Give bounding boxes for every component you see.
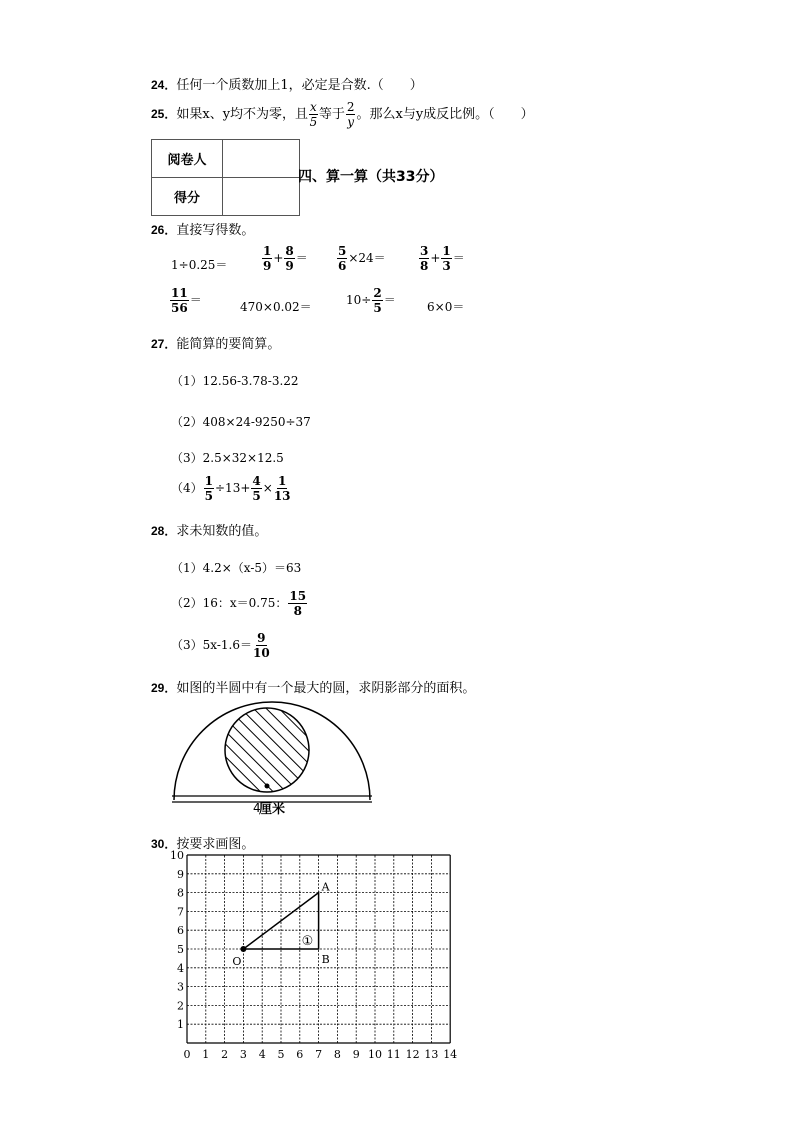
question-29 [151, 677, 475, 696]
subproblem: （3）5x-1.6＝ $\frac{9}{10}$ [171, 631, 270, 660]
y-tick-label: 9 [177, 867, 184, 881]
measure-number: 4 [253, 801, 261, 815]
question-25 [151, 101, 534, 128]
question-26 [151, 219, 254, 238]
calc-item: $\frac{1}{9}$ + $\frac{8}{9}$ ＝ [263, 244, 308, 273]
x-tick-label: 9 [352, 1048, 360, 1061]
question-text: 任何一个质数加上1，必定是合数.（ ） [176, 78, 423, 93]
score-cell[interactable] [223, 178, 300, 216]
y-tick-label: 7 [177, 905, 184, 919]
question-number: 26． [151, 223, 177, 237]
center-dot [265, 784, 270, 789]
question-30 [151, 833, 254, 852]
question-text: 能简算的要简算。 [176, 337, 281, 352]
x-tick-label: 5 [277, 1048, 285, 1061]
label-b: B [321, 953, 330, 966]
fraction: $\frac{x}{5}$ [309, 100, 318, 129]
section-heading: 四、算一算（共33分） [298, 169, 444, 185]
question-27 [151, 333, 280, 352]
question-text: 按要求画图。 [176, 837, 255, 852]
x-tick-label: 14 [443, 1048, 458, 1061]
calc-item: $\frac{11}{56}$ ＝ [171, 286, 202, 315]
x-tick-label: 1 [202, 1048, 210, 1061]
x-tick-label: 7 [315, 1048, 323, 1061]
label-a: A [321, 880, 330, 894]
question-number: 30． [151, 837, 177, 851]
x-tick-label: 0 [183, 1048, 191, 1061]
grader-cell[interactable] [223, 140, 300, 178]
y-tick-label: 10 [170, 849, 184, 862]
label-o: O [232, 955, 242, 968]
x-tick-label: 6 [296, 1048, 304, 1061]
coordinate-grid [165, 849, 475, 1066]
calc-item: $\frac{3}{8}$ + $\frac{1}{3}$ ＝ [420, 244, 465, 273]
calc-item: $\frac{5}{6}$ ×24＝ [338, 244, 386, 273]
subproblem: （3）2.5×32×12.5 [171, 451, 284, 465]
x-tick-label: 3 [239, 1048, 247, 1061]
subproblem: （2）16：x＝0.75： $\frac{15}{8}$ [171, 589, 307, 618]
x-tick-label: 2 [221, 1048, 229, 1061]
calc-item: 470×0.02＝ [240, 300, 312, 314]
question-number: 25． [151, 107, 177, 121]
grader-label: 阅卷人 [152, 140, 223, 178]
score-table [151, 139, 300, 216]
y-tick-label: 5 [177, 943, 184, 956]
semicircle-figure [168, 700, 378, 822]
question-number: 24． [151, 78, 177, 92]
y-tick-label: 4 [177, 961, 184, 975]
question-number: 28． [151, 524, 177, 538]
shaded-circle [225, 708, 309, 792]
question-text: 如果x、y均不为零，且 [176, 107, 309, 122]
question-number: 27． [151, 337, 177, 351]
calc-item: 6×0＝ [427, 300, 465, 314]
x-tick-label: 13 [424, 1048, 439, 1061]
y-tick-label: 6 [177, 924, 184, 938]
x-tick-label: 10 [368, 1048, 382, 1061]
x-tick-label: 11 [386, 1048, 401, 1061]
y-tick-label: 8 [177, 886, 184, 900]
subproblem: （1）4.2×（x-5）＝63 [171, 561, 302, 575]
question-text: 如图的半圆中有一个最大的圆，求阴影部分的面积。 [176, 681, 476, 696]
question-text: 直接写得数。 [176, 223, 255, 238]
question-24 [151, 74, 423, 93]
x-tick-label: 8 [333, 1048, 341, 1061]
subproblem: （2）408×24-9250÷37 [171, 415, 311, 429]
label-circled-1: ① [301, 934, 314, 949]
y-tick-label: 3 [177, 980, 184, 994]
subproblem: （1）12.56-3.78-3.22 [171, 374, 299, 388]
calc-item: 1÷0.25＝ [171, 258, 228, 272]
subproblem: （4） $\frac{1}{5}$ ÷13+ $\frac{4}{5}$ × $\frac{1}{13}$ [171, 474, 291, 503]
y-tick-label: 1 [177, 1018, 184, 1032]
question-text: 。那么x与y成反比例。（ ） [356, 107, 534, 122]
question-28 [151, 520, 267, 539]
x-tick-label: 12 [405, 1048, 420, 1061]
fraction: $\frac{2}{y}$ [346, 100, 355, 129]
question-number: 29． [151, 681, 177, 695]
question-text: 等于 [318, 107, 345, 122]
score-label: 得分 [152, 178, 223, 216]
calc-item: 10÷ $\frac{2}{5}$ ＝ [346, 286, 396, 315]
point-o [240, 946, 246, 952]
y-tick-label: 2 [177, 999, 184, 1013]
question-text: 求未知数的值。 [176, 524, 268, 539]
measure-unit: 厘米 [259, 802, 286, 817]
x-tick-label: 4 [258, 1048, 266, 1061]
